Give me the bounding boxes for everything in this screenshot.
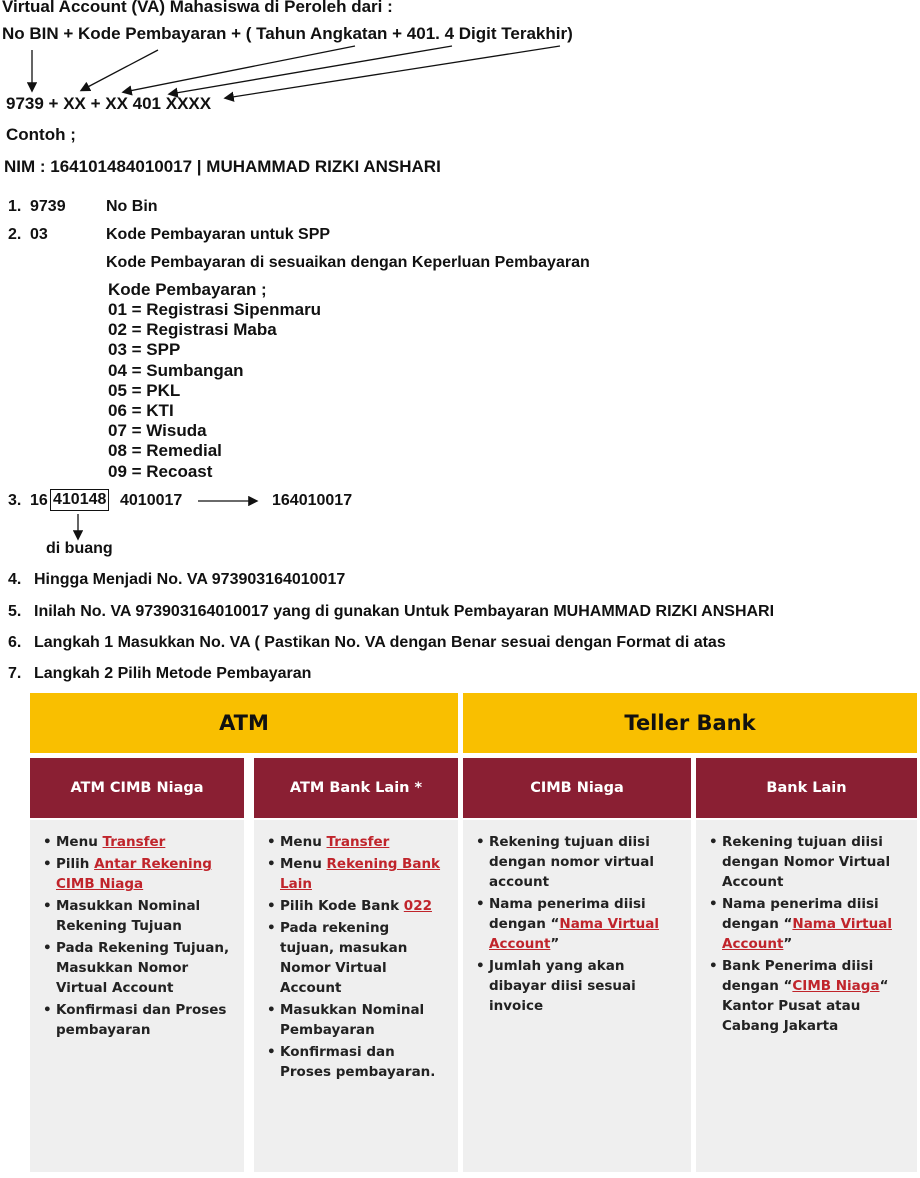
step3-discard: di buang: [46, 540, 113, 557]
step3-num: 3.: [8, 492, 22, 509]
list-item: • Konfirmasi dan Proses pembayaran.: [280, 1042, 448, 1082]
code-07: 07 = Wisuda: [108, 421, 207, 441]
panel-atm-cimb: [30, 820, 244, 1172]
step4-num: 4.: [8, 571, 22, 588]
item-1-code: 9739: [30, 198, 66, 215]
panel-teller-cimb: [463, 820, 691, 1172]
header-atm-bank-lain: ATM Bank Lain *: [254, 758, 458, 818]
item-2-num: 2.: [8, 226, 22, 243]
list-item: • Menu Rekening Bank Lain: [280, 854, 448, 894]
step5-text: Inilah No. VA 973903164010017 yang di gunakan Untuk Pembayaran MUHAMMAD RIZKI ANSHARI: [34, 603, 775, 620]
header-atm-cimb: ATM CIMB Niaga: [30, 758, 244, 818]
item-1-num: 1.: [8, 198, 22, 215]
list-item: • Pilih Kode Bank 022: [280, 896, 448, 916]
code-06: 06 = KTI: [108, 401, 174, 421]
step7-num: 7.: [8, 665, 22, 682]
arrow-kode: [82, 50, 158, 90]
code-08: 08 = Remedial: [108, 441, 222, 461]
header-teller-bank-lain: Bank Lain: [696, 758, 917, 818]
payment-note: Kode Pembayaran di sesuaikan dengan Keperluan Pembayaran: [106, 254, 590, 271]
codes-list: [108, 300, 321, 482]
code-05: 05 = PKL: [108, 380, 181, 400]
step4-text: Hingga Menjadi No. VA 973903164010017: [34, 571, 346, 588]
antar-rekening-link: Antar Rekening CIMB Niaga: [56, 856, 212, 892]
step3-suffix: 4010017: [120, 492, 183, 509]
arrow-401: [170, 46, 452, 94]
step3-result: 164010017: [272, 492, 353, 509]
transfer-link: Transfer: [326, 834, 390, 850]
transfer-link: Transfer: [102, 834, 166, 850]
nama-va-link: Nama Virtual Account: [489, 916, 659, 952]
list-item: • Pilih Antar Rekening CIMB Niaga: [56, 854, 234, 894]
step3-boxed: 410148: [50, 489, 109, 511]
item-2-desc: Kode Pembayaran untuk SPP: [106, 226, 331, 243]
step6-text: Langkah 1 Masukkan No. VA ( Pastikan No. VA dengan Benar sesuai dengan Format di atas: [34, 634, 726, 651]
panel-atm-bank-lain: [254, 820, 458, 1172]
nama-va-link: Nama Virtual Account: [722, 916, 892, 952]
header-teller: Teller Bank: [463, 693, 917, 753]
list-item: • Masukkan Nominal Rekening Tujuan: [56, 896, 234, 936]
cimb-niaga-link: CIMB Niaga: [792, 978, 880, 994]
code-02: 02 = Registrasi Maba: [108, 320, 277, 340]
code-09: 09 = Recoast: [108, 461, 213, 481]
list-item: • Nama penerima diisi dengan “Nama Virtual Account”: [722, 894, 907, 954]
header-atm: ATM: [30, 693, 458, 753]
list-item: • Rekening tujuan diisi dengan nomor virtual account: [489, 832, 681, 892]
list-item: • Menu Transfer: [280, 832, 448, 852]
list-item: • Menu Transfer: [56, 832, 234, 852]
arrow-tahun: [124, 46, 355, 92]
codes-title: Kode Pembayaran ;: [108, 280, 267, 299]
arrow-digit: [226, 46, 560, 98]
list-item: • Pada rekening tujuan, masukan Nomor Virtual Account: [280, 918, 448, 998]
list-item: • Konfirmasi dan Proses pembayaran: [56, 1000, 234, 1040]
list-item: • Rekening tujuan diisi dengan Nomor Virtual Account: [722, 832, 907, 892]
list-item: • Masukkan Nominal Pembayaran: [280, 1000, 448, 1040]
list-item: • Jumlah yang akan dibayar diisi sesuai invoice: [489, 956, 681, 1016]
step7-text: Langkah 2 Pilih Metode Pembayaran: [34, 665, 312, 682]
rekening-bank-lain-link: Rekening Bank Lain: [280, 856, 441, 892]
panel-teller-bank-lain: [696, 820, 917, 1172]
code-04: 04 = Sumbangan: [108, 360, 244, 380]
code-01: 01 = Registrasi Sipenmaru: [108, 300, 322, 319]
step5-num: 5.: [8, 603, 22, 620]
item-2-code: 03: [30, 226, 48, 243]
nim-line: NIM : 164101484010017 | MUHAMMAD RIZKI ANSHARI: [4, 157, 441, 176]
list-item: • Nama penerima diisi dengan “Nama Virtual Account”: [489, 894, 681, 954]
kode-bank-link: 022: [403, 898, 432, 914]
example-label: Contoh ;: [6, 125, 76, 144]
item-1-desc: No Bin: [106, 198, 158, 215]
heading-line2: No BIN + Kode Pembayaran + ( Tahun Angkatan + 401. 4 Digit Terakhir): [2, 24, 573, 43]
list-item: • Pada Rekening Tujuan, Masukkan Nomor Virtual Account: [56, 938, 234, 998]
header-teller-cimb: CIMB Niaga: [463, 758, 691, 818]
heading-line1: Virtual Account (VA) Mahasiswa di Peroleh dari :: [2, 0, 393, 16]
step6-num: 6.: [8, 634, 22, 651]
code-03: 03 = SPP: [108, 340, 181, 360]
step3-prefix: 16: [30, 492, 48, 509]
formula: 9739 + XX + XX 401 XXXX: [6, 94, 212, 113]
list-item: • Bank Penerima diisi dengan “CIMB Niaga“ Kantor Pusat atau Cabang Jakarta: [722, 956, 907, 1036]
